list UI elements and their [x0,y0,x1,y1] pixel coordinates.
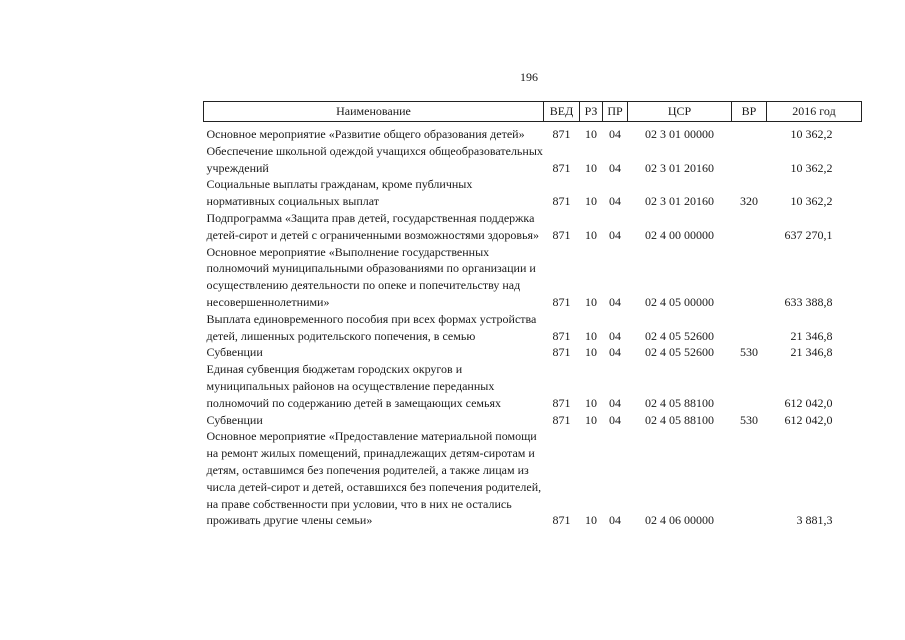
row-rz: 10 [585,395,597,410]
row-csr: 02 3 01 20160 [645,194,714,209]
row-amount: 637 270,1 [784,227,833,242]
row-rz: 10 [585,160,597,175]
row-csr: 02 4 00 00000 [645,227,714,242]
row-name: Подпрограмма «Защита прав детей, государственная поддержка детей-сирот и детей с ограниченными возможностями здоровья» [206,210,539,242]
row-rz: 10 [585,194,597,209]
row-amount: 10 362,2 [790,194,833,209]
row-vr [732,210,767,244]
row-vr: 530 [740,412,758,427]
row-rz: 10 [585,227,597,242]
table-row [204,361,862,411]
row-csr: 02 4 05 52600 [645,345,714,360]
row-name: Социальные выплаты гражданам, кроме публичных нормативных социальных выплат [206,177,473,209]
row-pr: 04 [609,345,621,360]
row-vr: 530 [740,345,758,360]
row-pr: 04 [609,294,621,309]
row-ved: 871 [552,412,571,427]
row-ved: 871 [552,395,571,410]
row-ved: 871 [552,127,571,141]
row-amount: 10 362,2 [790,127,833,141]
row-ved: 871 [552,328,571,343]
row-vr [732,122,767,143]
row-vr [732,244,767,311]
header-ved: ВЕД [544,102,580,122]
table-row [204,412,862,429]
row-vr [732,143,767,177]
row-pr: 04 [609,395,621,410]
row-vr [732,311,767,345]
row-name: Субвенции [206,412,263,427]
table-row [204,176,862,210]
row-csr: 02 4 05 52600 [645,328,714,343]
table-row [204,244,862,311]
row-amount: 633 388,8 [784,294,833,309]
row-ved: 871 [552,194,571,209]
row-amount: 21 346,8 [790,328,833,343]
row-pr: 04 [609,328,621,343]
row-csr: 02 3 01 20160 [645,160,714,175]
row-vr: 320 [740,194,758,209]
row-amount: 612 042,0 [784,412,833,427]
row-name: Субвенции [206,345,263,360]
row-name: Обеспечение школьной одеждой учащихся общеобразовательных учреждений [206,143,543,175]
row-pr: 04 [609,194,621,209]
header-rz: РЗ [580,102,603,122]
header-csr: ЦСР [628,102,732,122]
row-pr: 04 [609,160,621,175]
row-amount: 10 362,2 [790,160,833,175]
row-name: Основное мероприятие «Предоставление материальной помощи на ремонт жилых помещений, принадлежащих детям-сиротам и детям, оставшимся без попечения родителей, а также лицам из числа детей-сирот и детей, оставшихся без попечения родителей, на праве собственности при условии, что в них не остались проживать другие члены семьи» [206,429,542,528]
row-rz: 10 [585,294,597,309]
row-amount: 3 881,3 [796,513,833,528]
header-name: Наименование [204,102,544,122]
row-ved: 871 [552,345,571,360]
row-csr: 02 4 05 88100 [645,412,714,427]
row-vr [732,361,767,411]
row-name: Единая субвенция бюджетам городских округов и муниципальных районов на осуществление переданных полномочий по содержанию детей в замещающих семьях [206,362,502,410]
row-rz: 10 [585,345,597,360]
table-row [204,122,862,143]
row-name: Основное мероприятие «Развитие общего образования детей» [206,127,525,141]
row-csr: 02 4 06 00000 [645,513,714,528]
row-amount: 21 346,8 [790,345,833,360]
row-vr [732,428,767,529]
row-rz: 10 [585,127,597,141]
row-amount: 612 042,0 [784,395,833,410]
row-ved: 871 [552,513,571,528]
table-row [204,428,862,529]
header-vr: ВР [732,102,767,122]
row-rz: 10 [585,412,597,427]
budget-table [203,101,862,529]
header-year: 2016 год [767,102,862,122]
table-row [204,210,862,244]
row-pr: 04 [609,513,621,528]
table-row [204,311,862,345]
row-csr: 02 4 05 88100 [645,395,714,410]
row-name: Основное мероприятие «Выполнение государственных полномочий муниципальными образованиями по организации и осуществлению деятельности по опеке и попечительству над несовершеннолетними» [206,244,536,309]
row-pr: 04 [609,127,621,141]
table-header-row [204,102,862,122]
header-pr: ПР [603,102,628,122]
row-name: Выплата единовременного пособия при всех формах устройства детей, лишенных родительского попечения, в семью [206,311,537,343]
row-csr: 02 4 05 00000 [645,294,714,309]
table-row [204,143,862,177]
row-rz: 10 [585,328,597,343]
row-pr: 04 [609,227,621,242]
page-number: 196 [520,70,538,84]
row-pr: 04 [609,412,621,427]
table-row [204,344,862,361]
row-ved: 871 [552,160,571,175]
row-ved: 871 [552,227,571,242]
row-ved: 871 [552,294,571,309]
row-csr: 02 3 01 00000 [645,127,714,141]
row-rz: 10 [585,513,597,528]
